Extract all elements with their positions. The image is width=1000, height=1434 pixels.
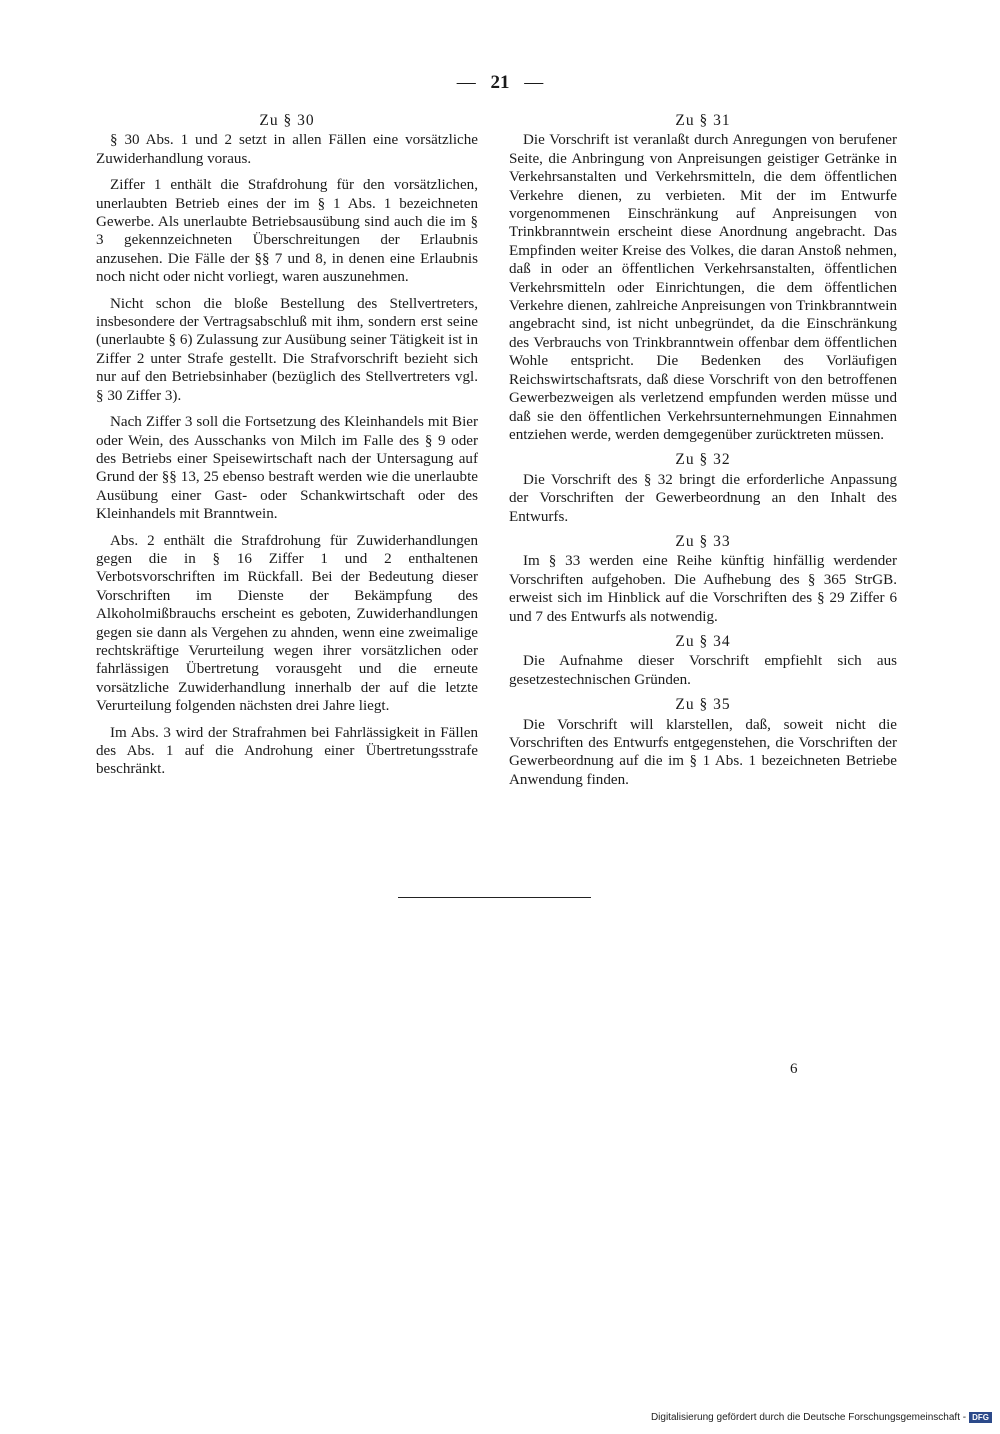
section-heading: Zu § 31 bbox=[675, 112, 731, 129]
dash-right: — bbox=[524, 72, 544, 93]
body-paragraph: Die Vorschrift ist veranlaßt durch Anregungen von berufener Seite, die Anbringung von Anpreisungen geistiger Getränke in Verkehrsanstalten und Verkehrsmitteln, die dem öffentlichen Verkehre dienen, zu verbieten. Mit der im Entwurfe vorgenommenen Einschränkung auf Anpreisungen von Trinkbranntwein erscheint diese Anordnung angebracht. Das Empfinden weiter Kreise des Volkes, die daran Anstoß nehmen, daß in oder an öffentlichen Verkehrsanstalten, öffentlichen Verkehrsmitteln oder Einrichtungen, die dem öffentlichen Verkehre dienen, zahlreiche Anpreisungen von Trinkbranntwein angebracht sind, ist nicht unbegründet, da die Einschränkung des Verbrauchs von Trinkbranntwein offenbar dem öffentlichen Wohle entspricht. Die Bedenken des Vorläufigen Reichswirtschaftsrats, daß diese Vorschrift von den betroffenen Gewerbezweigen als verletzend empfunden werden müsse und daß sie den öffentlichen Verkehrsunternehmungen Einnahmen entziehen werde, werden demgegenüber zurücktreten müssen. bbox=[509, 132, 897, 443]
section-heading: Zu § 30 bbox=[259, 112, 315, 129]
sheet-number: 6 bbox=[790, 1061, 798, 1077]
section-heading: Zu § 35 bbox=[675, 696, 731, 714]
section-heading: Zu § 33 bbox=[675, 532, 731, 550]
body-paragraph: Im Abs. 3 wird der Strafrahmen bei Fahrlässigkeit in Fällen des Abs. 1 auf die Androhung einer Übertretungsstrafe beschränkt. bbox=[96, 724, 478, 778]
body-paragraph: Ziffer 1 enthält die Strafdrohung für den vorsätzlichen, unerlaubten Betrieb eines der im § 1 Abs. 1 bezeichneten Gewerbe. Als unerlaubte Betriebsausübung sind auch die im § 3 gekennzeichneten Überschreitungen der Erlaubnis anzusehen. Die Fälle der §§ 7 und 8, in denen eine Erlaubnis noch nicht oder nicht vorliegt, waren auszunehmen. bbox=[96, 177, 478, 286]
page-header bbox=[0, 72, 1000, 94]
body-paragraph: § 30 Abs. 1 und 2 setzt in allen Fällen eine vorsätzliche Zuwiderhandlung voraus. bbox=[96, 132, 478, 167]
body-paragraph: Nach Ziffer 3 soll die Fortsetzung des Kleinhandels mit Bier oder Wein, des Ausschanks von Milch im Falle des § 9 oder des Betriebs einer Speisewirtschaft nach der Untersagung auf Grund der §§ 13, 25 ebenso bestraft werden wie die unerlaubte Ausübung einer Gast- oder Schankwirtschaft oder des Kleinhandels mit Branntwein. bbox=[96, 414, 478, 523]
body-paragraph: Im § 33 werden eine Reihe künftig hinfällig werdender Vorschriften aufgehoben. Die Aufhebung des § 365 StrGB. erweist sich im Hinblick auf die Vorschriften des § 29 Ziffer 6 und 7 des Entwurfs als notwendig. bbox=[509, 553, 897, 625]
digitization-footer bbox=[651, 1412, 992, 1423]
body-paragraph: Nicht schon die bloße Bestellung des Stellvertreters, insbesondere der Vertragsabschluß mit ihm, sondern erst seine (unerlaubte § 6) Zulassung zur Ausübung seiner Tätigkeit ist in Ziffer 2 unter Strafe gestellt. Die Strafvorschrift bezieht sich nur auf den Betriebsinhaber (bezüglich des Stellvertreters vgl. § 30 Ziffer 3). bbox=[96, 295, 478, 404]
body-paragraph: Die Aufnahme dieser Vorschrift empfiehlt sich aus gesetzestechnischen Gründen. bbox=[509, 653, 897, 688]
body-paragraph: Die Vorschrift will klarstellen, daß, soweit nicht die Vorschriften des Entwurfs entgegenstehen, die Vorschriften der Gewerbeordnung auf die im § 1 Abs. 1 bezeichneten Betriebe Anwendung finden. bbox=[509, 716, 897, 788]
dfg-logo: DFG bbox=[969, 1412, 992, 1423]
right-column bbox=[509, 112, 897, 796]
section-heading: Zu § 32 bbox=[675, 451, 731, 469]
section-heading: Zu § 34 bbox=[675, 632, 731, 650]
body-paragraph: Abs. 2 enthält die Strafdrohung für Zuwiderhandlungen gegen die in § 16 Ziffer 1 und 2 enthaltenen Verbotsvorschriften im Rückfall. Bei der Bedeutung dieser Vorschriften im Dienste der Bekämpfung des Alkoholmißbrauchs erscheint es geboten, Zuwiderhandlungen gegen sie dann als Vergehen zu ahnden, wenn eine zweimalige rechtskräftige Verurteilung wegen ihrer vorsätzlichen oder fahrlässigen Übertretung vorausgeht und die erneute vorsätzliche Zuwiderhandlung innerhalb der auf die letzte Verurteilung folgenden nächsten drei Jahre liegt. bbox=[96, 532, 478, 715]
left-column bbox=[96, 112, 478, 787]
page-number: 21 bbox=[490, 72, 510, 93]
section-end-rule bbox=[398, 897, 591, 898]
body-paragraph: Die Vorschrift des § 32 bringt die erforderliche Anpassung der Vorschriften der Gewerbeordnung an den Inhalt des Entwurfs. bbox=[509, 471, 897, 525]
dash-left: — bbox=[456, 72, 476, 93]
footer-text: Digitalisierung gefördert durch die Deutsche Forschungsgemeinschaft - bbox=[650, 1412, 967, 1423]
